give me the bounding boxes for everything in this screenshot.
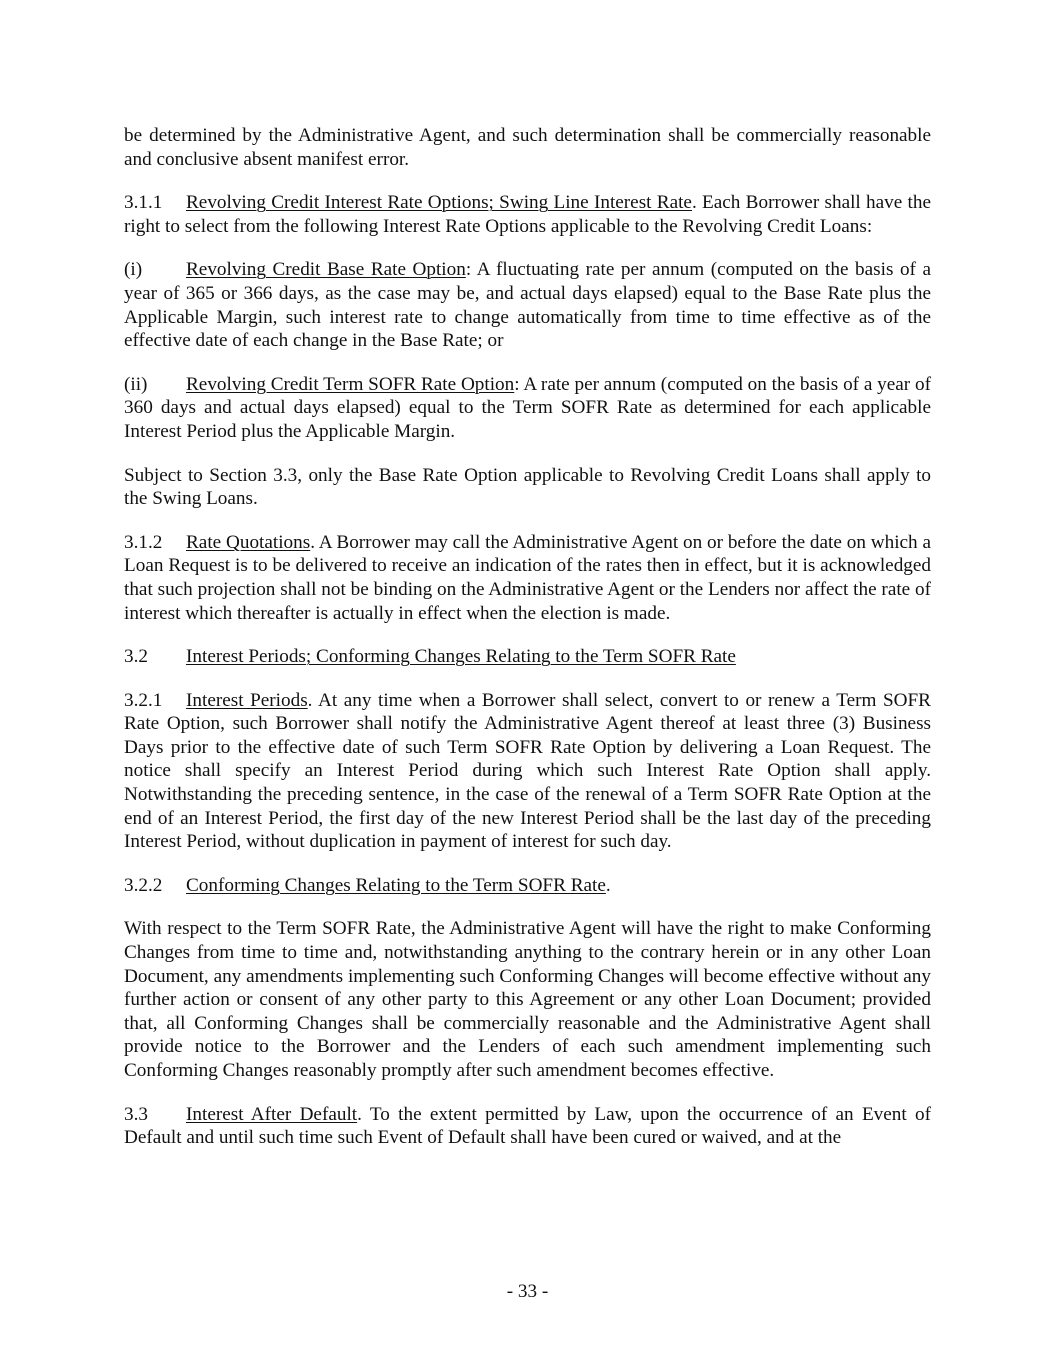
paragraph-text: With respect to the Term SOFR Rate, the Administrative Agent will have the right to make Conforming Changes from time to time and, notwithstanding anything to the contrary herein or in any other Loan Document, any amendments implementing such Conforming Changes will become effective without any further action or consent of any other party to this Agreement or any other Loan Document; provided that, all Conforming Changes shall be commercially reasonable and the Administrative Agent shall provide notice to the Borrower and the Lenders of each such amendment implementing such Conforming Changes reasonably promptly after such amendment becomes effective.: [124, 918, 931, 1081]
clause-i: [124, 258, 931, 352]
section-3-3: [124, 1103, 931, 1150]
section-title: Interest Periods: [186, 689, 308, 711]
section-number: 3.1.1: [124, 192, 163, 214]
section-number: 3.2.2: [124, 874, 163, 896]
section-3-2-heading: [124, 645, 931, 669]
section-number: 3.1.2: [124, 531, 163, 553]
clause-title: Revolving Credit Base Rate Option: [186, 259, 466, 281]
section-text: . To the extent permitted by Law, upon the occurrence of an Event of Default and until such time such Event of Default shall have been cured or waived, and at the: [124, 1103, 931, 1149]
conforming-changes-paragraph: [124, 917, 931, 1082]
section-title: Interest Periods; Conforming Changes Relating to the Term SOFR Rate: [186, 646, 736, 668]
section-title: Conforming Changes Relating to the Term SOFR Rate: [186, 874, 606, 896]
clause-ii: [124, 373, 931, 444]
document-page: [124, 124, 931, 1170]
clause-number: (ii): [124, 373, 148, 395]
section-title: Rate Quotations: [186, 531, 311, 553]
section-number: 3.2: [124, 646, 148, 668]
clause-number: (i): [124, 259, 143, 281]
paragraph-text: be determined by the Administrative Agent, and such determination shall be commercially reasonable and conclusive absent manifest error.: [124, 125, 931, 170]
section-3-2-1: [124, 689, 931, 854]
clause-text: : A fluctuating rate per annum (computed on the basis of a year of 365 or 366 days, as the case may be, and actual days elapsed) equal to the Base Rate plus the Applicable Margin, such interest rate to change automatically from time to time effective as of the effective date of each change in the Base Rate; or: [124, 259, 931, 352]
section-number: 3.3: [124, 1103, 148, 1125]
clause-title: Revolving Credit Term SOFR Rate Option: [186, 373, 515, 395]
section-text: . Each Borrower shall have the right to select from the following Interest Rate Options applicable to the Revolving Credit Loans:: [124, 192, 931, 237]
section-3-1-1: [124, 191, 931, 238]
paragraph-continuation: [124, 124, 931, 171]
swing-loans-paragraph: [124, 464, 931, 511]
clause-text: : A rate per annum (computed on the basis of a year of 360 days and actual days elapsed) equal to the Term SOFR Rate as determined for each applicable Interest Period plus the Applicable Margin.: [124, 373, 931, 442]
page-number: - 33 -: [506, 1281, 549, 1302]
section-number: 3.2.1: [124, 689, 163, 711]
section-title: Revolving Credit Interest Rate Options; Swing Line Interest Rate: [186, 192, 692, 214]
section-text: .: [605, 874, 611, 896]
section-3-1-2: [124, 531, 931, 625]
section-text: . A Borrower may call the Administrative Agent on or before the date on which a Loan Request is to be delivered to receive an indication of the rates then in effect, but it is acknowledged that such projection shall not be binding on the Administrative Agent or the Lenders nor affect the rate of interest which thereafter is actually in effect when the election is made.: [124, 531, 931, 624]
paragraph-text: Subject to Section 3.3, only the Base Rate Option applicable to Revolving Credit Loans shall apply to the Swing Loans.: [124, 464, 931, 510]
section-title: Interest After Default: [186, 1103, 358, 1125]
section-3-2-2: [124, 874, 931, 898]
section-text: . At any time when a Borrower shall select, convert to or renew a Term SOFR Rate Option, such Borrower shall notify the Administrative Agent thereof at least three (3) Business Days prior to the effective date of such Term SOFR Rate Option by delivering a Loan Request. The notice shall specify an Interest Period during which such Interest Rate Option shall apply. Notwithstanding the preceding sentence, in the case of the renewal of a Term SOFR Rate Option at the end of an Interest Period, the first day of the new Interest Period shall be the last day of the preceding Interest Period, without duplication in payment of interest for such day.: [124, 689, 931, 853]
